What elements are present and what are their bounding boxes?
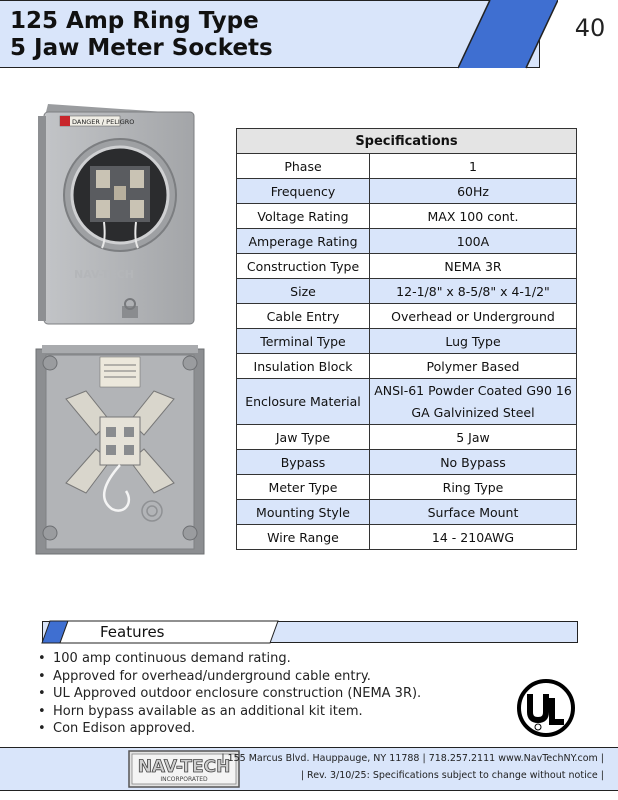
spec-value: Polymer Based [370,354,577,379]
spec-key: Frequency [237,179,370,204]
spec-row [237,379,577,425]
spec-key: Cable Entry [237,304,370,329]
spec-value: Surface Mount [370,500,577,525]
spec-value: Lug Type [370,329,577,354]
danger-label: DANGER / PELIGRO [72,118,135,126]
enclosure-brand-emboss: NAV-TECH [74,268,134,281]
meter-socket-closed-photo [34,100,204,330]
title-line-1: 125 Amp Ring Type [10,8,259,34]
spec-key: Size [237,279,370,304]
spec-key: Bypass [237,450,370,475]
spec-value: Overhead or Underground [370,304,577,329]
spec-value-line-2: GA Galvinized Steel [411,404,535,420]
title-line-2: 5 Jaw Meter Sockets [10,35,273,61]
page-title [10,8,273,62]
feature-item: • 100 amp continuous demand rating. [38,650,421,668]
spec-row [237,450,577,475]
spec-row [237,329,577,354]
page-number: 40 [574,14,606,42]
spec-row [237,425,577,450]
spec-key: Phase [237,154,370,179]
header-accent-shape [458,0,558,70]
spec-value: NEMA 3R [370,254,577,279]
spec-row [237,525,577,550]
spec-key: Jaw Type [237,425,370,450]
spec-value: 14 - 210AWG [370,525,577,550]
spec-key: Mounting Style [237,500,370,525]
spec-value: 60Hz [370,179,577,204]
spec-value [370,379,577,425]
spec-key: Enclosure Material [237,379,370,425]
spec-table-title: Specifications [237,129,577,154]
spec-row [237,279,577,304]
spec-key: Meter Type [237,475,370,500]
spec-row [237,304,577,329]
ul-listed-icon [516,678,576,738]
features-heading: Features [100,623,165,641]
spec-row [237,254,577,279]
feature-item: • Con Edison approved. [38,720,421,738]
spec-row [237,475,577,500]
spec-row [237,154,577,179]
spec-value: 1 [370,154,577,179]
logo-subtext: INCORPORATED [160,776,208,783]
spec-value: Ring Type [370,475,577,500]
spec-value: No Bypass [370,450,577,475]
spec-row [237,204,577,229]
footer-revision: | Rev. 3/10/25: Specifications subject to change without notice | [300,770,604,781]
feature-item: • UL Approved outdoor enclosure construction (NEMA 3R). [38,685,421,703]
footer-contact: | 155 Marcus Blvd. Hauppauge, NY 11788 | 718.257.2111 www.NavTechNY.com | [221,753,604,764]
features-list [38,650,421,738]
spec-row [237,500,577,525]
spec-row [237,179,577,204]
spec-key: Wire Range [237,525,370,550]
spec-value: 12-1/8" x 8-5/8" x 4-1/2" [370,279,577,304]
spec-row [237,354,577,379]
spec-value: 100A [370,229,577,254]
spec-key: Construction Type [237,254,370,279]
spec-key: Voltage Rating [237,204,370,229]
feature-item: • Approved for overhead/underground cable entry. [38,668,421,686]
spec-value-line-1: ANSI-61 Powder Coated G90 16 [374,382,572,398]
feature-item: • Horn bypass available as an additional kit item. [38,703,421,721]
logo-wordmark: NAV-TECH [137,757,231,777]
spec-value: MAX 100 cont. [370,204,577,229]
meter-socket-open-photo [34,343,206,556]
spec-value: 5 Jaw [370,425,577,450]
spec-key: Insulation Block [237,354,370,379]
spec-key: Terminal Type [237,329,370,354]
spec-key: Amperage Rating [237,229,370,254]
spec-row [237,229,577,254]
specifications-table [236,128,577,550]
